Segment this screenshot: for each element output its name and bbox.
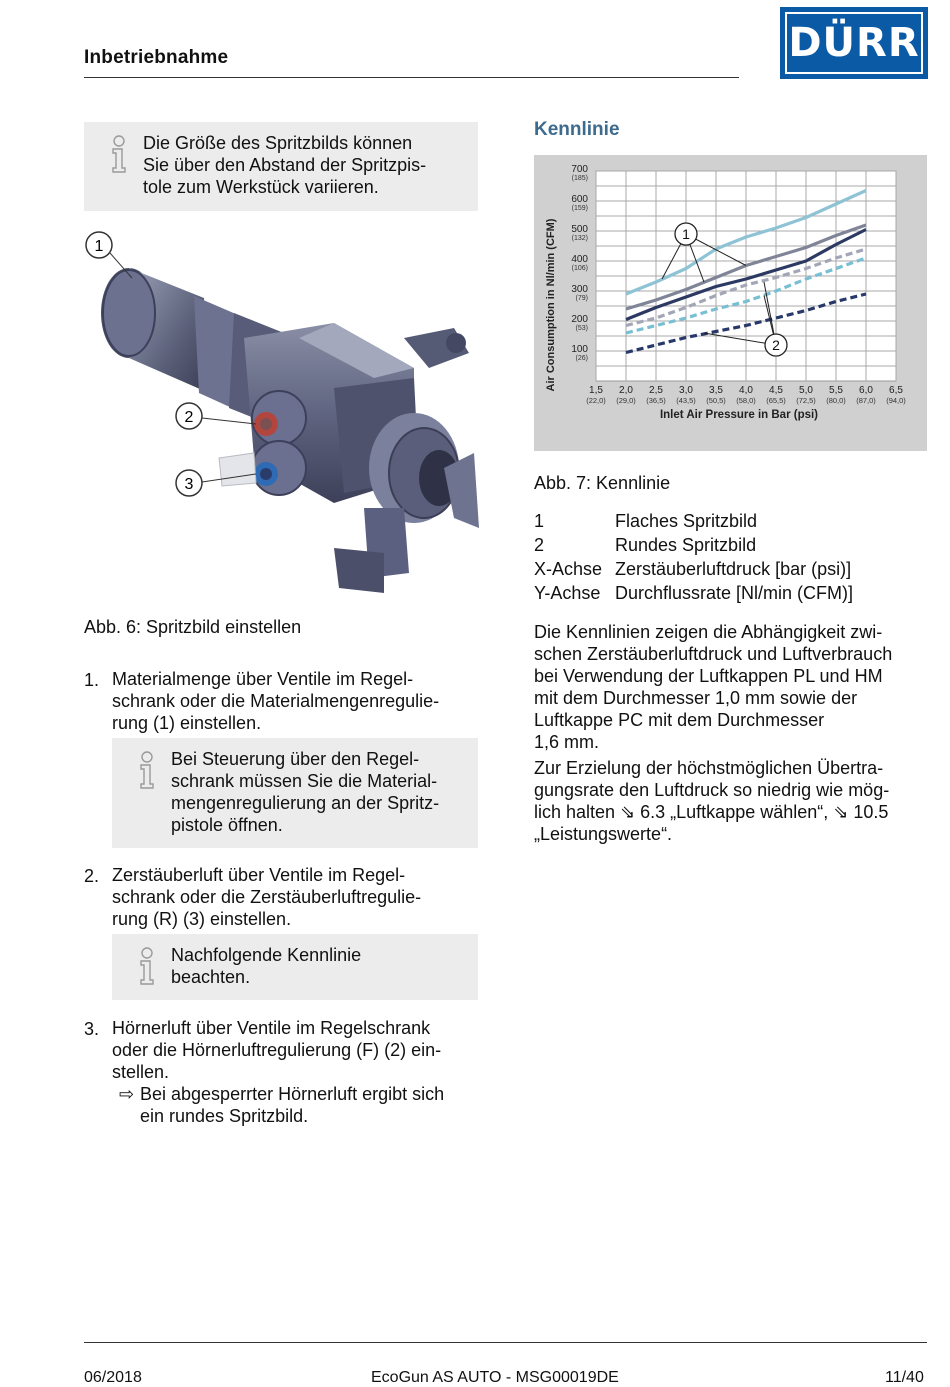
chart-y-tick-cfm-label: (159) [571,205,588,212]
step-line: Zerstäuberluft über Ventile im Regel- [112,865,406,885]
horn-air-regulator-knob [252,391,306,445]
para-line: bei Verwendung der Luftkappen PL und HM [534,666,883,686]
step-line: rung (1) einstellen. [112,713,262,733]
footer-divider [84,1342,927,1343]
info-note-step-1 [112,738,478,848]
legend-value: Zerstäuberluftdruck [bar (psi)] [615,559,852,579]
legend-key: Y-Achse [534,583,601,603]
legend-row [534,511,927,535]
kennlinie-recommendation [534,757,934,845]
result-line: Bei abgesperrter Hörnerluft ergibt sich [140,1084,445,1104]
note-line: Nachfolgende Kennlinie [171,945,362,965]
step-line: schrank oder die Materialmengenregulie- [112,691,440,711]
note-line: beachten. [171,967,251,987]
chart-x-tick-label: 2,0 [619,385,633,396]
note-line: schrank müssen Sie die Material- [171,771,438,791]
chart-x-tick-label: 1,5 [589,385,603,396]
duerr-logo [780,7,928,79]
atomizing-air-regulator-knob [219,441,306,495]
step-line: oder die Hörnerluftregulierung (F) (2) ein- [112,1040,442,1060]
chart-x-tick-label: 5,5 [829,385,843,396]
callout-label: 1 [94,238,104,255]
kennlinie-chart [534,155,927,451]
footer-document-id: EcoGun AS AUTO - MSG00019DE [371,1369,619,1386]
kennlinie-heading: Kennlinie [534,119,620,140]
page-section-title: Inbetriebnahme [84,47,229,68]
chart-x-tick-psi-label: (80,0) [826,396,846,405]
chart-x-tick-label: 3,5 [709,385,723,396]
chart-x-tick-label: 4,5 [769,385,783,396]
kennlinie-description [534,621,934,753]
info-icon [136,946,158,986]
chart-y-tick-cfm-label: (185) [571,175,588,182]
logo-frame [785,12,923,74]
info-note-step-2 [112,934,478,1000]
chart-y-tick-label: 500 [571,224,588,235]
figure6-caption: Abb. 6: Spritzbild einstellen [84,617,302,637]
legend-row [534,559,927,583]
para-line: 1,6 mm. [534,732,600,752]
para-line: Die Kennlinien zeigen die Abhängigkeit zwi- [534,622,883,642]
chart-x-tick-label: 5,0 [799,385,813,396]
chart-y-tick-cfm-label: (132) [571,235,588,242]
legend-key: 2 [534,535,545,555]
chart-y-tick-label: 400 [571,254,588,265]
para-line: Zur Erzielung der höchstmöglichen Übertra- [534,758,884,778]
chart-x-tick-psi-label: (43,5) [676,396,696,405]
logo-text: DÜRR [788,20,920,66]
chart-x-tick-psi-label: (22,0) [586,396,606,405]
para-line: gungsrate den Luftdruck so niedrig wie mög- [534,780,890,800]
chart-y-tick-cfm-label: (106) [571,265,588,272]
step-number: 3. [84,1019,100,1039]
chart-x-tick-psi-label: (29,0) [616,396,636,405]
legend-row [534,535,927,559]
result-arrow-icon: ⇨ [119,1084,135,1104]
para-line: lich halten ⇘ 6.3 „Luftkappe wählen“, ⇘ 10.5 [534,802,889,822]
figure7-caption: Abb. 7: Kennlinie [534,473,671,493]
chart-x-tick-label: 2,5 [649,385,663,396]
chart-y-tick-cfm-label: (26) [575,355,588,362]
para-line: „Leistungswerte“. [534,824,673,844]
chart-x-tick-label: 4,0 [739,385,753,396]
callout-label: 2 [184,409,194,426]
note-line: Bei Steuerung über den Regel- [171,749,420,769]
step-line: rung (R) (3) einstellen. [112,909,292,929]
note-line: tole zum Werkstück variieren. [143,177,379,197]
chart-x-tick-psi-label: (72,5) [796,396,816,405]
chart-x-tick-label: 6,5 [889,385,903,396]
legend-value: Durchflussrate [Nl/min (CFM)] [615,583,854,603]
chart-y-tick-label: 600 [571,194,588,205]
step-2-text [112,864,482,930]
chart-y-tick-cfm-label: (79) [575,295,588,302]
legend-value: Flaches Spritzbild [615,511,758,531]
footer-page-number: 11/40 [885,1369,924,1386]
para-line: schen Zerstäuberluftdruck und Luftverbrauch [534,644,893,664]
note-line: Die Größe des Spritzbilds können [143,133,413,153]
chart-x-axis-label: Inlet Air Pressure in Bar (psi) [659,409,819,421]
legend-key: X-Achse [534,559,603,579]
footer-date: 06/2018 [84,1369,142,1386]
legend-row [534,583,927,607]
chart-y-tick-label: 200 [571,314,588,325]
note-line: mengenregulierung an der Spritz- [171,793,440,813]
chart-x-tick-label: 3,0 [679,385,693,396]
info-icon [136,750,158,790]
info-note-spray-size [84,122,478,211]
legend-key: 1 [534,511,545,531]
note-line: pistole öffnen. [171,815,283,835]
header-divider [84,77,739,78]
step-line: schrank oder die Zerstäuberluftregulie- [112,887,422,907]
step-number: 2. [84,866,100,886]
chart-y-axis-label: Air Consumption in Nl/min (CFM) [545,218,557,392]
chart-x-tick-psi-label: (94,0) [886,396,906,405]
step-line: stellen. [112,1062,170,1082]
chart-y-tick-label: 100 [571,344,588,355]
legend-value: Rundes Spritzbild [615,535,757,555]
chart-y-tick-label: 300 [571,284,588,295]
step-1-text [112,668,482,734]
info-icon [108,134,130,174]
kennlinie-chart-frame [534,155,927,451]
para-line: mit dem Durchmesser 1,0 mm sowie der [534,688,858,708]
step-line: Hörnerluft über Ventile im Regelschrank [112,1018,431,1038]
note-line: Sie über den Abstand der Spritzpis- [143,155,427,175]
chart-legend-table [534,511,927,607]
result-line: ein rundes Spritzbild. [140,1106,309,1126]
chart-x-tick-psi-label: (65,5) [766,396,786,405]
step-3-text [112,1017,482,1083]
chart-x-tick-psi-label: (58,0) [736,396,756,405]
chart-x-tick-psi-label: (36,5) [646,396,666,405]
spray-gun-illustration [84,228,484,600]
chart-y-tick-label: 700 [571,164,588,175]
para-line: Luftkappe PC mit dem Durchmesser [534,710,825,730]
step-number: 1. [84,670,100,690]
step-line: Materialmenge über Ventile im Regel- [112,669,414,689]
chart-x-tick-label: 6,0 [859,385,873,396]
chart-x-tick-psi-label: (87,0) [856,396,876,405]
callout-label: 3 [184,476,194,493]
chart-x-tick-psi-label: (50,5) [706,396,726,405]
chart-callout-label: 1 [682,226,690,242]
chart-y-tick-cfm-label: (53) [575,325,588,332]
chart-callout-label: 2 [772,337,780,353]
step-3-result [140,1083,485,1127]
